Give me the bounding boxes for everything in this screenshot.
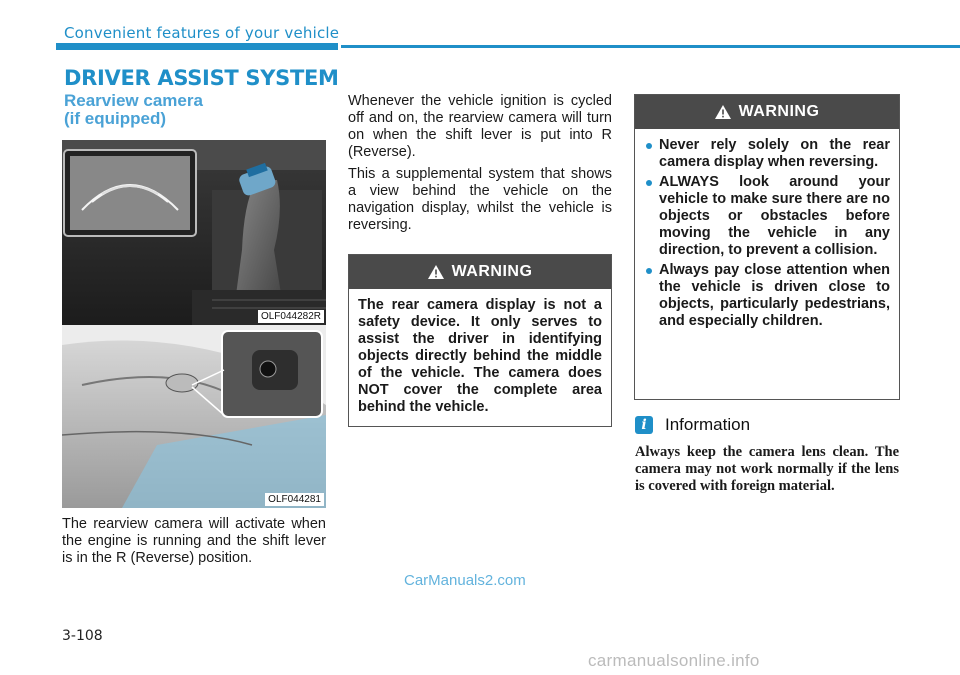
warning-box-reversing	[634, 94, 900, 400]
ignition-paragraph: Whenever the vehicle ignition is cycled off and on, the rearview camera will turn on when the shift lever is put into R (Reverse).	[348, 93, 612, 160]
warning-list-item: Always pay close attention when the vehicle is driven close to objects, particularly pedestrians, and especially children.	[644, 262, 890, 330]
shift-lever-illustration	[62, 140, 326, 325]
supplemental-system-paragraph: This a supplemental system that shows a view behind the vehicle on the navigation display, whilst the vehicle is reversing.	[348, 166, 612, 233]
warning-title: WARNING	[451, 263, 533, 280]
rear-camera-illustration	[62, 325, 326, 508]
information-title: Information	[665, 415, 751, 434]
warning-list-item: ALWAYS look around your vehicle to make sure there are no objects or obstacles before moving the vehicle in any direction, to prevent a collision.	[644, 174, 890, 259]
bottom-watermark: carmanualsonline.info	[588, 651, 760, 670]
header-tab-bar	[56, 43, 338, 50]
subsection-title-line2: (if equipped)	[64, 109, 166, 128]
figure-code: OLF044281	[265, 493, 324, 506]
subsection-title	[64, 92, 304, 128]
figure-rear-camera	[62, 325, 326, 508]
subsection-title-line1: Rearview camera	[64, 91, 203, 110]
warning-box-safety-device	[348, 254, 612, 427]
camera-activation-paragraph: The rearview camera will activate when the engine is running and the shift lever is in the R (Reverse) position.	[62, 516, 326, 566]
figure-code: OLF044282R	[258, 310, 324, 323]
warning-header	[349, 255, 611, 289]
header-rule	[341, 45, 960, 48]
warning-list	[644, 137, 890, 330]
warning-list-item: Never rely solely on the rear camera display when reversing.	[644, 137, 890, 171]
watermark-link[interactable]: CarManuals2.com	[404, 572, 526, 589]
warning-text: The rear camera display is not a safety device. It only serves to assist the driver in identifying objects directly behind the middle of the vehicle. The camera does NOT cover the complete area behind the vehicle.	[358, 297, 602, 415]
figure-shift-lever	[62, 140, 326, 325]
warning-header	[635, 95, 899, 129]
information-text: Always keep the camera lens clean. The camera may not work normally if the lens is covered with foreign material.	[635, 444, 899, 494]
info-icon: i	[635, 416, 653, 434]
warning-triangle-icon	[715, 105, 731, 119]
section-title: DRIVER ASSIST SYSTEM	[64, 66, 339, 90]
warning-list-container	[635, 129, 899, 343]
information-header	[635, 415, 750, 435]
page-number: 3-108	[62, 628, 103, 644]
chapter-header: Convenient features of your vehicle	[64, 24, 340, 42]
warning-title: WARNING	[738, 103, 820, 120]
warning-triangle-icon	[428, 265, 444, 279]
